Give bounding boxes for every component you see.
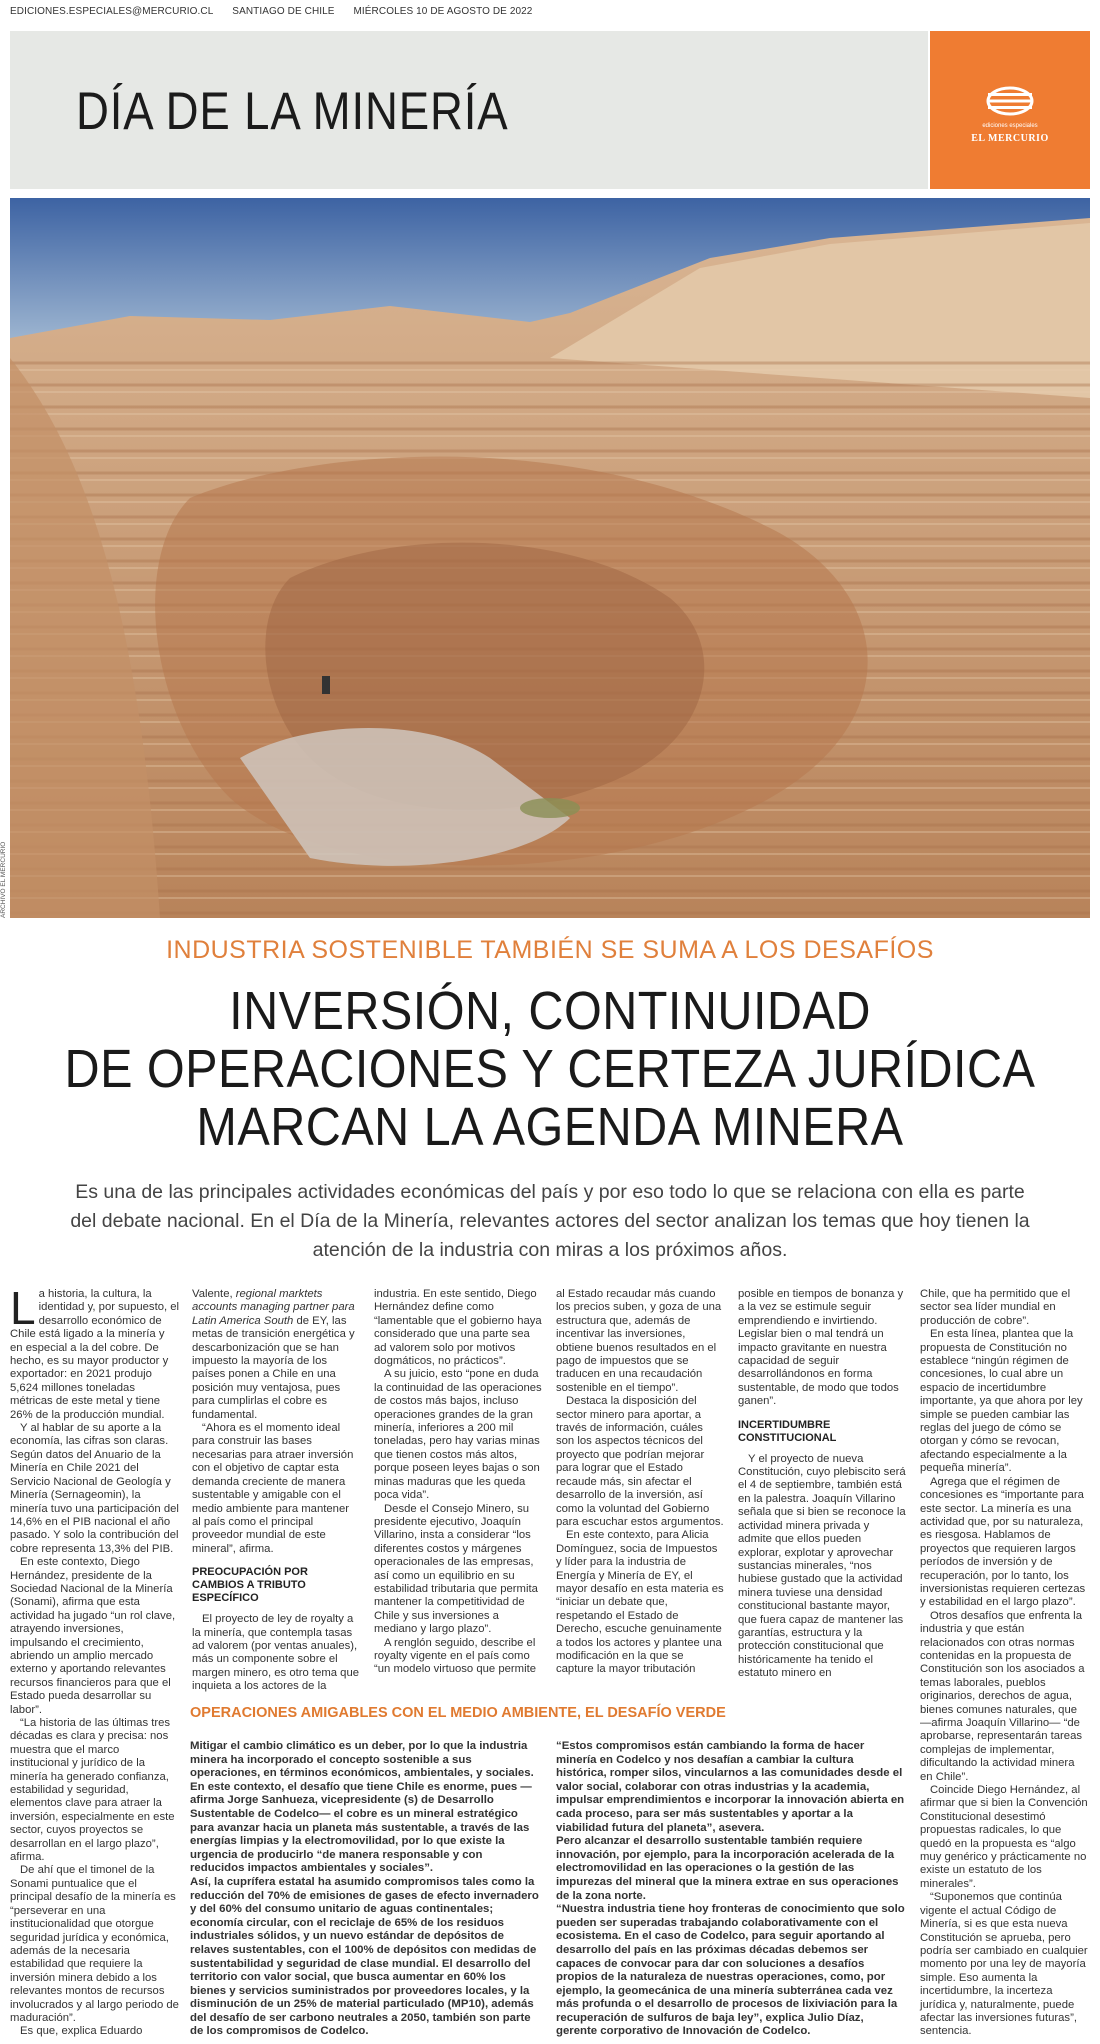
paragraph-text: de EY, las metas de transición energética y descarbonización que se han impuesto la mayoría de los países ponen a Chile en una posición muy ventajosa, pues para cumplirlas el cobre es fundamental. xyxy=(192,1314,355,1421)
edition-email[interactable]: EDICIONES.ESPECIALES@MERCURIO.CL xyxy=(10,6,214,17)
body-paragraph: Y el proyecto de nueva Constitución, cuyo plebiscito será el 4 de septiembre, también está en la palestra. Joaquín Villarino señala que si bien se reconoce la actividad minera privada y admite que ellos pueden explorar, explotar y aprovechar sustancias minerales, “nos hubiese gustado que la actividad minera tuviese una densidad constitucional bastante mayor, que fuera capaz de mantener las garantías, estructura y la protección constitucional que históricamente ha tenido el estatuto minero en xyxy=(738,1452,906,1680)
body-paragraph: “Ahora es el momento ideal para construir las bases necesarias para atraer inversión con el objetivo de captar esta demanda creciente de manera sustentable y amigable con el medio ambiente para mantener al país como el principal proveedor mundial de este mineral”, afirma. xyxy=(192,1422,354,1555)
body-column-4 xyxy=(556,1288,724,1677)
body-column-2 xyxy=(192,1288,360,1694)
green-box-right xyxy=(556,1740,906,2039)
article-kicker: INDUSTRIA SOSTENIBLE TAMBIÉN SE SUMA A LOS DESAFÍOS xyxy=(166,936,934,964)
body-paragraph: En esta línea, plantea que la propuesta de Constitución no establece “ningún régimen de concesiones, lo cual abre un espacio de incertidumbre importante, ya que ahora por ley simple se pueden cambiar las reglas del juego de cómo se otorgan y cómo se revocan, afectando especialmente a la pequeña minería”. xyxy=(920,1328,1083,1475)
body-paragraph: De ahí que el timonel de la Sonami puntualice que el principal desafío de la minería es “perseverar en una institucionalidad que otorgue seguridad jurídica y económica, además de la necesaria estabilidad que requiere la inversión minera debido a los relevantes montos de recursos involucrados y al largo periodo de maduración”. xyxy=(10,1864,179,2024)
body-paragraph: industria. En este sentido, Diego Hernández define como “lamentable que el gobierno haya considerado que una parte sea ad valorem solo por motivos dogmáticos, no prácticos”. xyxy=(374,1288,542,1368)
paragraph-text: Valente, xyxy=(192,1288,236,1300)
body-paragraph: “Suponemos que continúa vigente el actual Código de Minería, si es que esta nueva Constitución se aprueba, pero podría ser cambiado en cualquier momento por una ley de mayoría simple. Eso aumenta la incertidumbre, la incerteza jurídica y, naturalmente, puede afectar las inversiones futuras”, sentencia. xyxy=(920,1891,1088,2038)
article-lede: Es una de las principales actividades económicas del país y por eso todo lo que se relaciona con ella es parte del debate nacional. En el Día de la Minería, relevantes actores del sector analizan los temas que hoy tienen la atención de la industria con miras a los próximos años. xyxy=(70,1181,1030,1261)
logo-emblem-icon xyxy=(978,83,1042,119)
headline-line-2: DE OPERACIONES Y CERTEZA JURÍDICA xyxy=(64,1039,1036,1099)
green-paragraph: Así, la cuprífera estatal ha asumido compromisos tales como la reducción del 70% de emisiones de gases de efecto invernadero y del 60% del consumo unitario de aguas continentales; economía circular, con el reciclaje de 65% de los residuos industriales sólidos, y un nuevo estándar de depósitos de relaves sustentables, con el 100% de depósitos con medidas de sustentabilidad y seguridad de clase mundial. El desarrollo del territorio con valor social, que busca aumentar en 60% los bienes y servicios suministrados por proveedores locales, y la disminución de un 25% de material particulado (MP10), además del desafío de ser carbono neutrales a 2050, también son parte de los compromisos de Codelco. xyxy=(190,1875,539,2038)
body-paragraph: El proyecto de ley de royalty a la minería, que contempla tasas ad valorem (por ventas anuales), más un componente sobre el margen minero, es otro tema que inquieta a los actores de la xyxy=(192,1613,360,1693)
body-paragraph: Agrega que el régimen de concesiones es “importante para este sector. La minería es una actividad que, por su naturaleza, es riesgosa. Hablamos de proyectos que requieren largos períodos de inversión y de recuperación, por lo tanto, los inversionistas requieren certezas y estabilidad en el largo plazo”. xyxy=(920,1475,1086,1609)
body-column-6 xyxy=(920,1288,1090,2039)
body-paragraph xyxy=(10,1282,180,1422)
green-paragraph: Mitigar el cambio climático es un deber, por lo que la industria minera ha incorporado el concepto sostenible a sus operaciones, en términos económicos, ambientales, y sociales. En este contexto, el desafío que tiene Chile es enorme, pues —afirma Jorge Sanhueza, vicepresidente (s) de Desarrollo Sustentable de Codelco— el cobre es un mineral estratégico para avanzar hacia un planeta más sustentable, a través de las energías limpias y la electromovilidad, por lo que existe la urgencia de producirlo “de manera responsable y con reducidos impactos ambientales y sociales”. xyxy=(190,1740,534,1875)
subheading: PREOCUPACIÓN POR CAMBIOS A TRIBUTO ESPECÍFICO xyxy=(192,1566,308,1605)
photo-credit: ARCHIVO EL MERCURIO xyxy=(0,841,7,918)
body-paragraph: A renglón seguido, describe el royalty vigente en el país como “un modelo virtuoso que permite xyxy=(374,1636,537,1676)
body-paragraph: En este contexto, para Alicia Domínguez, socia de Impuestos y líder para la industria de Energía y Minería de EY, el mayor desafío en esta materia es “iniciar un debate que, respetando el Estado de Derecho, escuche genuinamente a todos los actores y plantee una modificación en la que se capture la mayor tributación xyxy=(556,1529,724,1676)
body-paragraph: “La historia de las últimas tres décadas es clara y precisa: nos muestra que el marco institucional y jurídico de la minería ha generado confianza, estabilidad y seguridad, elementos clave para atraer la inversión, especialmente en este sector, cuyos proyectos se desarrollan en el largo plazo”, afirma. xyxy=(10,1717,175,1864)
edition-city: SANTIAGO DE CHILE xyxy=(232,6,335,17)
logo-subtitle: ediciones especiales xyxy=(982,123,1038,129)
body-paragraph: A su juicio, esto “pone en duda la continuidad de las operaciones de costos más bajos, incluso operaciones grandes de la gran minería, inferiores a 200 mil toneladas, pero hay varias minas que tienen costos más altos, porque poseen leyes bajas o son minas maduras que les queda poca vida”. xyxy=(374,1368,542,1502)
body-paragraph: Y al hablar de su aporte a la economía, las cifras son claras. Según datos del Anuario de la Minería en Chile 2021 del Servicio Nacional de Geología y Minería (Sernageomin), la minería tuvo una participación del 14,6% en el PIB nacional el año pasado. Y solo la contribución del cobre representa 13,3% del PIB. xyxy=(10,1422,179,1555)
body-paragraph: Destaca la disposición del sector minero para aportar, a través de información, cuáles son los aspectos técnicos del proyecto que podrían mejorar para lograr que el Estado recaude más, sin afectar el desarrollo de la inversión, así como la voluntad del Gobierno para escuchar estos argumentos. xyxy=(556,1395,724,1528)
logo-name: EL MERCURIO xyxy=(971,133,1049,144)
body-paragraph: al Estado recaudar más cuando los precios suben, y goza de una estructura que, además de incentivar las inversiones, obtiene buenos resultados en el pago de impuestos que se traducen en una recaudación sostenible en el tiempo”. xyxy=(556,1288,722,1394)
body-paragraph: Es que, explica Eduardo xyxy=(20,2025,143,2038)
edition-date: MIÉRCOLES 10 DE AGOSTO DE 2022 xyxy=(353,6,533,17)
open-pit-mine-image xyxy=(10,198,1090,918)
body-column-1 xyxy=(10,1282,180,2039)
headline-line-1: INVERSIÓN, CONTINUIDAD xyxy=(229,981,871,1041)
italic-title: regional marktets accounts managing partner para Latin America South xyxy=(192,1288,355,1327)
body-paragraph: Chile, que ha permitido que el sector sea líder mundial en producción de cobre”. xyxy=(920,1288,1071,1327)
body-paragraph: Otros desafíos que enfrenta la industria y que están relacionados con otras normas contenidas en la propuesta de Constitución son los asociados a temas laborales, pueblos originarios, derechos de agua, bienes comunes naturales, que —afirma Joaquín Villarino— “de aprobarse, representarán tareas complejas de implementar, dificultando la actividad minera en Chile”. xyxy=(920,1609,1085,1783)
body-paragraph: Desde el Consejo Minero, su presidente ejecutivo, Joaquín Villarino, insta a considerar “los diferentes costos y márgenes operacionales de las empresas, así como un equilibrio en su estabilidad tributaria que permita mantener la competitividad de Chile y sus inversiones a mediano y largo plazo”. xyxy=(374,1502,538,1636)
green-paragraph: “Nuestra industria tiene hoy fronteras de conocimiento que solo pueden ser superadas trabajando colaborativamente con el ecosistema. En el caso de Codelco, para seguir aportando al desarrollo del país en las próximas décadas debemos ser capaces de convocar para dar con soluciones a desafíos propios de la naturaleza de nuestras operaciones, como, por ejemplo, la geomecánica de una minería subterránea cada vez más profunda o el desarrollo de procesos de lixiviación para la recuperación de sulfuros de baja ley”, explica Julio Díaz, gerente corporativo de Innovación de Codelco. xyxy=(556,1903,905,2038)
green-box-left xyxy=(190,1740,540,2039)
subheading: INCERTIDUMBRE CONSTITUCIONAL xyxy=(738,1418,837,1444)
top-line xyxy=(10,6,548,17)
el-mercurio-logo xyxy=(930,31,1090,189)
body-paragraph: Coincide Diego Hernández, al afirmar que si bien la Convención Constitucional desestimó propuestas radicales, lo que quedó en la propuesta es “algo muy genérico y prácticamente no existe un estatuto de los minerales”. xyxy=(920,1784,1088,1890)
section-title: DÍA DE LA MINERÍA xyxy=(76,82,509,141)
green-paragraph: Pero alcanzar el desarrollo sustentable también requiere innovación, por ejemplo, para la incorporación acelerada de la electromovilidad en las operaciones o la gestión de las impurezas del mineral que la minera extrae en sus operaciones de la zona norte. xyxy=(556,1835,899,1902)
paragraph-text: a historia, la cultura, la identidad y, por supuesto, el desarrollo económico de Chile está ligado a la minería y en especial a la del cobre. De hecho, es su mayor productor y exportador: en 2021 produjo 5,624 millones toneladas métricas de este metal y tiene 26% de la producción mundial. xyxy=(10,1288,180,1421)
article-headline xyxy=(0,982,1100,1156)
section-banner xyxy=(10,31,928,189)
green-box-heading: OPERACIONES AMIGABLES CON EL MEDIO AMBIENTE, EL DESAFÍO VERDE xyxy=(190,1705,726,1721)
body-column-5 xyxy=(738,1288,906,1681)
body-paragraph: posible en tiempos de bonanza y a la vez se estimule seguir emprendiendo e invirtiendo. Legislar bien o mal tendrá un impacto gravitante en nuestra capacidad de seguir desarrollándonos en forma sustentable, de modo que todos ganen”. xyxy=(738,1288,904,1408)
mine-photo xyxy=(10,198,1090,918)
body-paragraph: En este contexto, Diego Hernández, presidente de la Sociedad Nacional de la Minería (Sonami), afirma que esta actividad ha jugado “un rol clave, atrayendo inversiones, impulsando el crecimiento, abriendo un amplio mercado externo y aportando relevantes recursos financieros para que el Estado pueda desarrollar su labor”. xyxy=(10,1556,176,1716)
body-paragraph xyxy=(192,1288,360,1422)
green-paragraph: “Estos compromisos están cambiando la forma de hacer minería en Codelco y nos desafían a cambiar la cultura histórica, romper silos, vincularnos a las comunidades desde el valor social, colaborar con otras industrias y la academia, impulsar emprendimientos e incorporar la innovación abierta en cada proceso, para ser más sustentables y aportar a la viabilidad futura del planeta”, asevera. xyxy=(556,1740,905,1834)
drop-cap: L xyxy=(10,1282,36,1334)
headline-line-3: MARCAN LA AGENDA MINERA xyxy=(196,1097,904,1157)
body-column-3 xyxy=(374,1288,542,1677)
